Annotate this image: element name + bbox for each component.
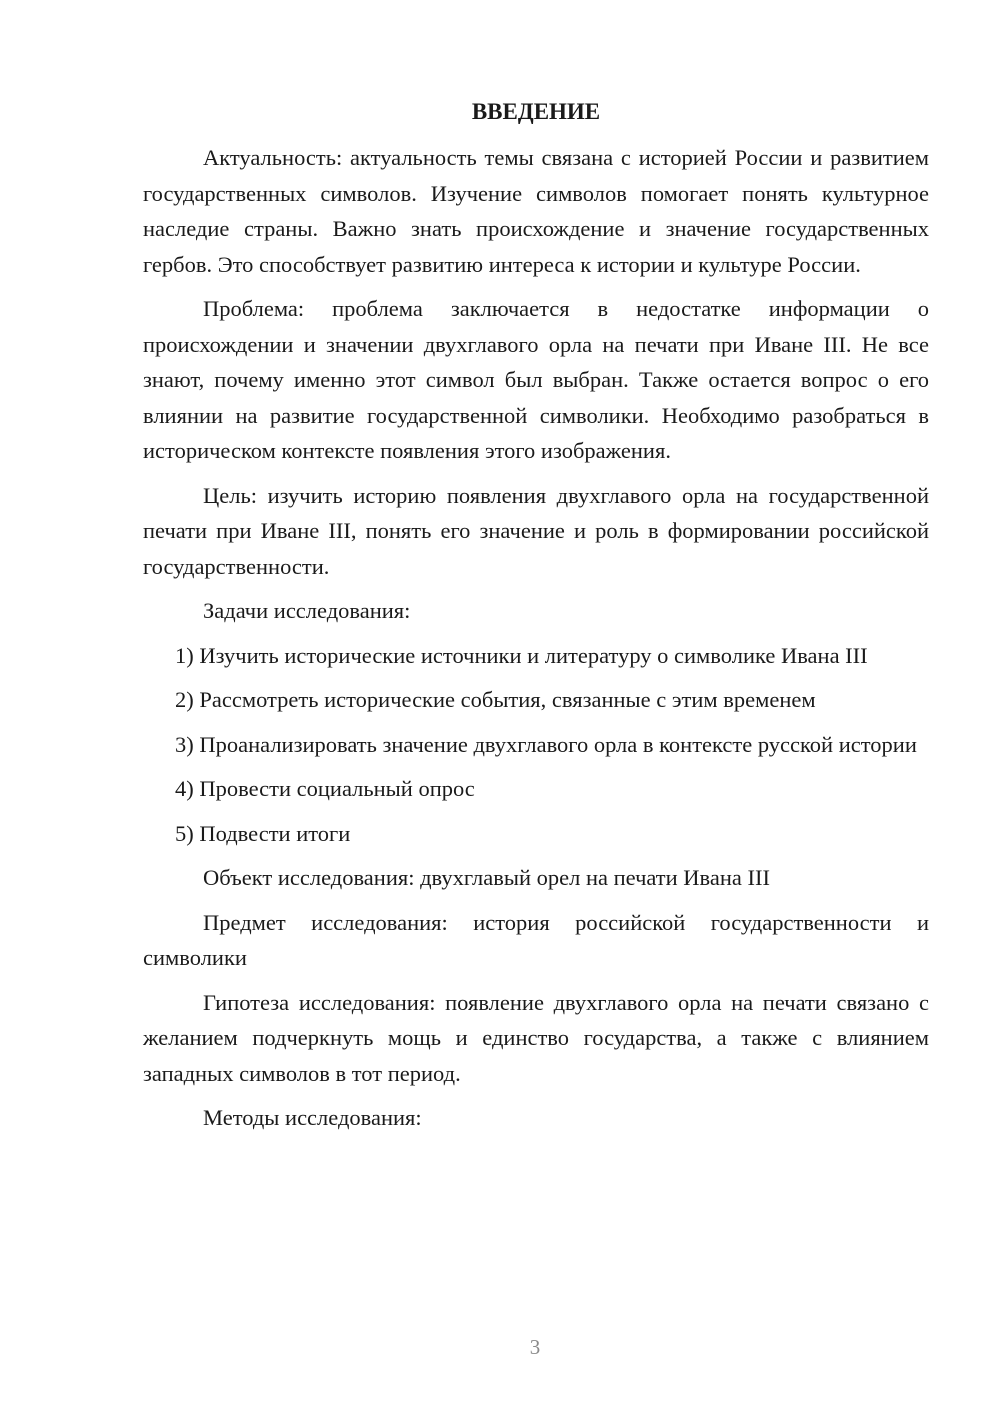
- task-item-4: 4) Провести социальный опрос: [175, 776, 475, 801]
- task-item-1: 1) Изучить исторические источники и литературу о символике Ивана III: [175, 642, 868, 668]
- page-content: [143, 94, 929, 1145]
- page-number: 3: [529, 1335, 541, 1359]
- object-paragraph: Объект исследования: двухглавый орел на печати Ивана III: [203, 865, 770, 890]
- subject-paragraph: Предмет исследования: история российской государственности и символики: [143, 909, 929, 970]
- methods-heading: Методы исследования:: [203, 1105, 422, 1130]
- task-item-3: 3) Проанализировать значение двухглавого орла в контексте русской истории: [175, 731, 917, 757]
- goal-paragraph: Цель: изучить историю появления двухглавого орла на государственной печати при Иване III, понять его значение и роль в формировании российской государственности.: [143, 482, 929, 579]
- problem-paragraph: Проблема: проблема заключается в недостатке информации о происхождении и значении двухглавого орла на печати при Иване III. Не все знают, почему именно этот символ был выбран. Также остается вопрос о его влиянии на развитие государственной символики. Необходимо разобраться в историческом контексте появления этого изображения.: [143, 296, 929, 463]
- page-title: ВВЕДЕНИЕ: [471, 99, 601, 124]
- relevance-paragraph: Актуальность: актуальность темы связана с историей России и развитием государственных символов. Изучение символов помогает понять культурное наследие страны. Важно знать происхождение и значение государственных гербов. Это способствует развитию интереса к истории и культуре России.: [143, 145, 929, 277]
- tasks-heading: Задачи исследования:: [203, 598, 411, 623]
- task-item-2: 2) Рассмотреть исторические события, связанные с этим временем: [175, 687, 816, 712]
- hypothesis-paragraph: Гипотеза исследования: появление двухглавого орла на печати связано с желанием подчеркнуть мощь и единство государства, а также с влиянием западных символов в тот период.: [143, 989, 929, 1086]
- task-item-5: 5) Подвести итоги: [175, 820, 351, 846]
